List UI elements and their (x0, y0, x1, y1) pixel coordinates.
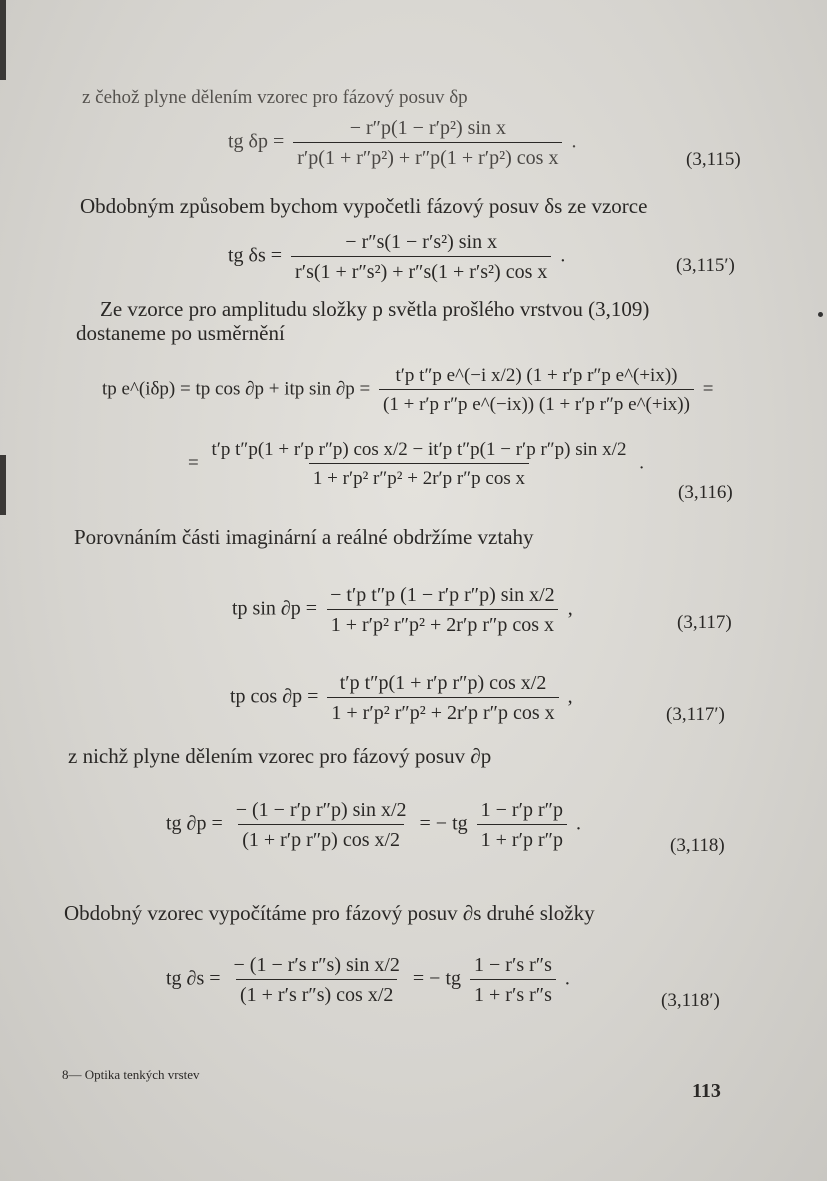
fraction (293, 118, 562, 168)
fraction (470, 955, 556, 1005)
footer-note: 8— Optika tenkých vrstev (62, 1067, 200, 1082)
numerator: − (1 − r′p r″p) sin x/2 (235, 799, 407, 821)
equation-3-117-prime (230, 673, 573, 723)
equation-3-118-prime (166, 955, 570, 1005)
equation-tail: . (560, 244, 566, 267)
denominator: r′s(1 + r″s²) + r″s(1 + r′s²) cos x (291, 256, 551, 282)
equation-3-116-line-1 (102, 366, 713, 414)
numerator: − r″s(1 − r′s²) sin x (345, 231, 498, 253)
denominator: (1 + r′p r″p e^(−ix)) (1 + r′p r″p e^(+ix)) (379, 389, 694, 414)
equation-tail: . (639, 452, 644, 474)
numerator: t′p t″p(1 + r′p r″p) cos x/2 (339, 672, 547, 694)
denominator: (1 + r′s r″s) cos x/2 (236, 979, 397, 1005)
denominator: 1 + r′p² r″p² + 2r′p r″p cos x (327, 697, 558, 723)
equation-number-3-118: (3,118) (670, 835, 725, 856)
equation-tail: . (564, 967, 570, 990)
fraction (230, 955, 404, 1005)
equation-lhs: = (188, 452, 199, 474)
text-line-1: z čehož plyne dělením vzorec pro fázový posuv δp (82, 87, 468, 108)
equation-number-3-117-prime: (3,117′) (666, 704, 725, 725)
text-line-5: z nichž plyne dělením vzorec pro fázový posuv ∂p (68, 744, 492, 768)
equation-number-3-115-prime: (3,115′) (676, 255, 735, 276)
equation-middle: = − tg (419, 812, 468, 835)
page-number: 113 (692, 1080, 721, 1102)
equation-tail: = (702, 378, 714, 400)
equation-lhs: tg δp = (228, 130, 285, 153)
equation-3-116-line-2 (188, 440, 644, 488)
denominator: 1 + r′p² r″p² + 2r′p r″p cos x (327, 609, 558, 635)
equation-3-118 (166, 800, 581, 850)
equation-lhs: tp sin ∂p = (232, 597, 318, 620)
equation-number-3-115: (3,115) (686, 149, 741, 170)
equation-tail: . (571, 130, 577, 153)
text-line-3a: Ze vzorce pro amplitudu složky p světla prošlého vrstvou (3,109) (100, 297, 650, 321)
numerator: − t′p t″p (1 − r′p r″p) sin x/2 (330, 584, 555, 606)
denominator: 1 + r′p² r″p² + 2r′p r″p cos x (309, 463, 529, 488)
fraction (232, 800, 411, 850)
text-line-2: Obdobným způsobem bychom vypočetli fázový posuv δs ze vzorce (80, 194, 648, 218)
text-line-6: Obdobný vzorec vypočítáme pro fázový posuv ∂s druhé složky (64, 901, 595, 925)
equation-lhs: tg δs = (228, 244, 283, 267)
fraction (379, 366, 694, 414)
equation-3-117 (232, 585, 573, 635)
equation-lhs: tp e^(iδp) = tp cos ∂p + itp sin ∂p = (102, 378, 371, 400)
fraction (327, 673, 558, 723)
denominator: (1 + r′p r″p) cos x/2 (238, 824, 404, 850)
fraction (207, 440, 630, 488)
equation-3-115-prime (228, 232, 565, 282)
numerator: t′p t″p e^(−i x/2) (1 + r′p r″p e^(+ix)) (395, 365, 678, 386)
equation-number-3-118-prime: (3,118′) (661, 990, 720, 1011)
denominator: r′p(1 + r″p²) + r″p(1 + r′p²) cos x (293, 142, 562, 168)
page-edge-shadow (0, 0, 6, 80)
equation-tail: . (575, 812, 581, 835)
equation-number-3-117: (3,117) (677, 612, 732, 633)
numerator: − (1 − r′s r″s) sin x/2 (233, 954, 400, 976)
numerator: 1 − r′s r″s (474, 954, 552, 976)
fraction (477, 800, 567, 850)
equation-lhs: tg ∂s = (166, 967, 221, 990)
text-line-4: Porovnáním části imaginární a reálné obdržíme vztahy (74, 525, 534, 549)
denominator: 1 + r′p r″p (477, 824, 567, 850)
equation-tail: , (567, 597, 573, 620)
denominator: 1 + r′s r″s (470, 979, 556, 1005)
fraction (291, 232, 551, 282)
equation-lhs: tg ∂p = (166, 812, 223, 835)
equation-number-3-116: (3,116) (678, 482, 733, 503)
numerator: − r″p(1 − r′p²) sin x (349, 117, 506, 139)
fraction (326, 585, 559, 635)
numerator: t′p t″p(1 + r′p r″p) cos x/2 − it′p t″p(1 − r′p r″p) sin x/2 (211, 439, 627, 460)
equation-lhs: tp cos ∂p = (230, 685, 319, 708)
equation-tail: , (567, 685, 573, 708)
equation-3-115 (228, 118, 576, 168)
page-edge-shadow (0, 455, 6, 515)
text-line-3b: dostaneme po usměrnění (76, 321, 285, 345)
equation-middle: = − tg (412, 967, 462, 990)
numerator: 1 − r′p r″p (480, 799, 563, 821)
ink-speck (818, 312, 823, 317)
